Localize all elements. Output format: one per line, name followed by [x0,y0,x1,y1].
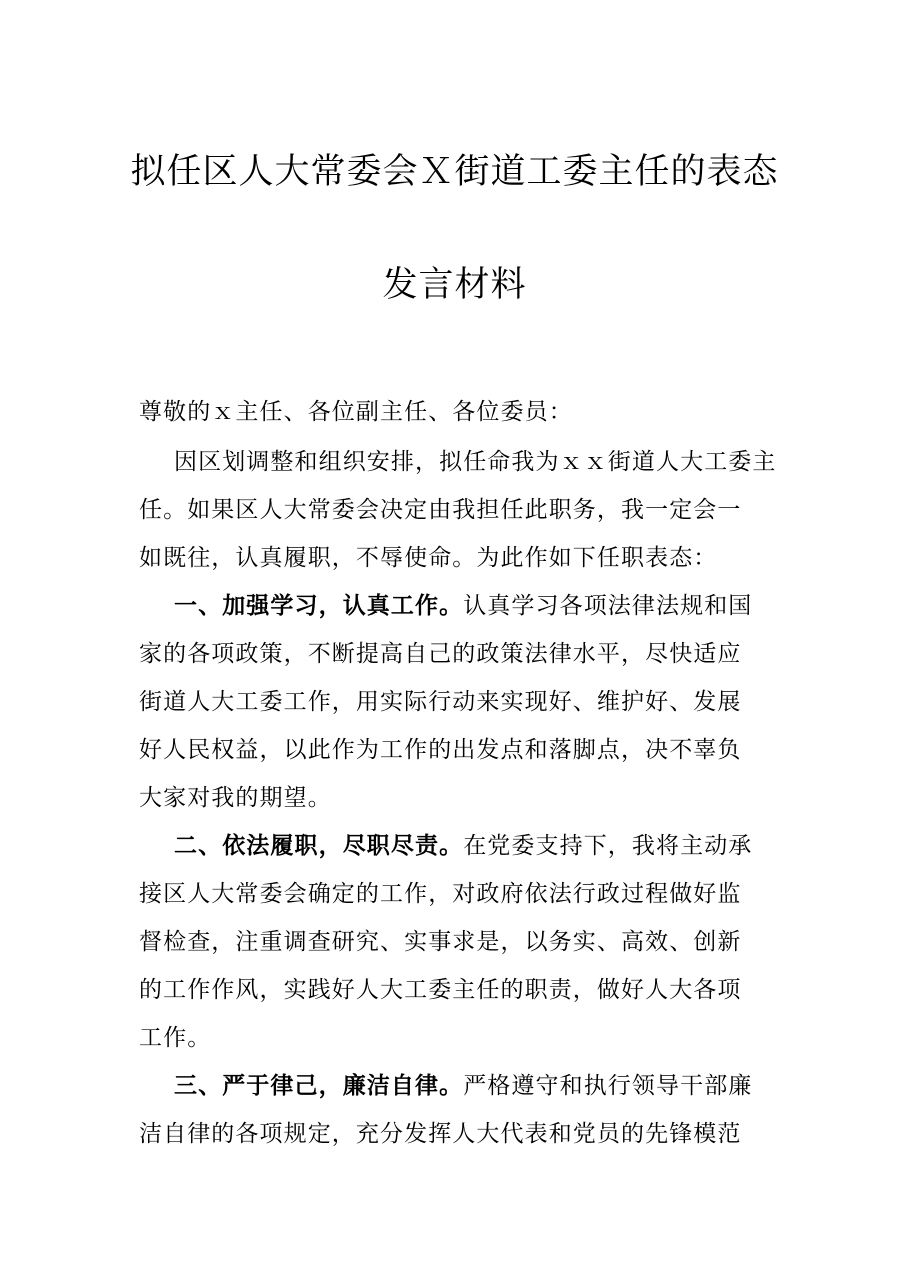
section3-first-line [174,1070,752,1102]
section1-line-2: 家的各项政策，不断提高自己的政策法律水平，尽快适应 [139,641,742,667]
section3-first-line-text: 严格遵守和执行领导干部廉 [463,1073,753,1099]
section1-heading: 一、加强学习，认真工作。 [174,593,464,619]
section2-line-3: 督检查，注重调查研究、实事求是，以务实、高效、创新 [139,929,742,955]
section3-heading: 三、严于律己，廉洁自律。 [174,1073,464,1099]
section1-line-5: 大家对我的期望。 [139,785,332,811]
section1-line-3: 街道人大工委工作，用实际行动来实现好、维护好、发展 [139,689,742,715]
paragraph1-line-2: 任。如果区人大常委会决定由我担任此职务，我一定会一 [139,497,742,523]
paragraph1-line-3: 如既往，认真履职，不辱使命。为此作如下任职表态： [139,545,718,571]
document-title-line-1: 拟任区人大常委会Ｘ街道工委主任的表态 [130,152,779,192]
paragraph1-line-1: 因区划调整和组织安排，拟任命我为ｘｘ街道人大工委主 [174,449,777,475]
section1-first-line [174,590,752,622]
section2-first-line-text: 在党委支持下，我将主动承 [463,833,753,859]
document-title-line-2: 发言材料 [382,265,527,305]
section3-line-2: 洁自律的各项规定，充分发挥人大代表和党员的先锋模范 [139,1121,742,1147]
section2-first-line [174,830,752,862]
section2-line-5: 工作。 [139,1025,212,1051]
section1-line-4: 好人民权益，以此作为工作的出发点和落脚点，决不辜负 [139,737,742,763]
salutation: 尊敬的ｘ主任、各位副主任、各位委员： [139,399,573,425]
section1-first-line-text: 认真学习各项法律法规和国 [463,593,753,619]
section2-line-2: 接区人大常委会确定的工作，对政府依法行政过程做好监 [139,881,742,907]
section2-heading: 二、依法履职，尽职尽责。 [174,833,464,859]
section2-line-4: 的工作作风，实践好人大工委主任的职责，做好人大各项 [139,977,742,1003]
